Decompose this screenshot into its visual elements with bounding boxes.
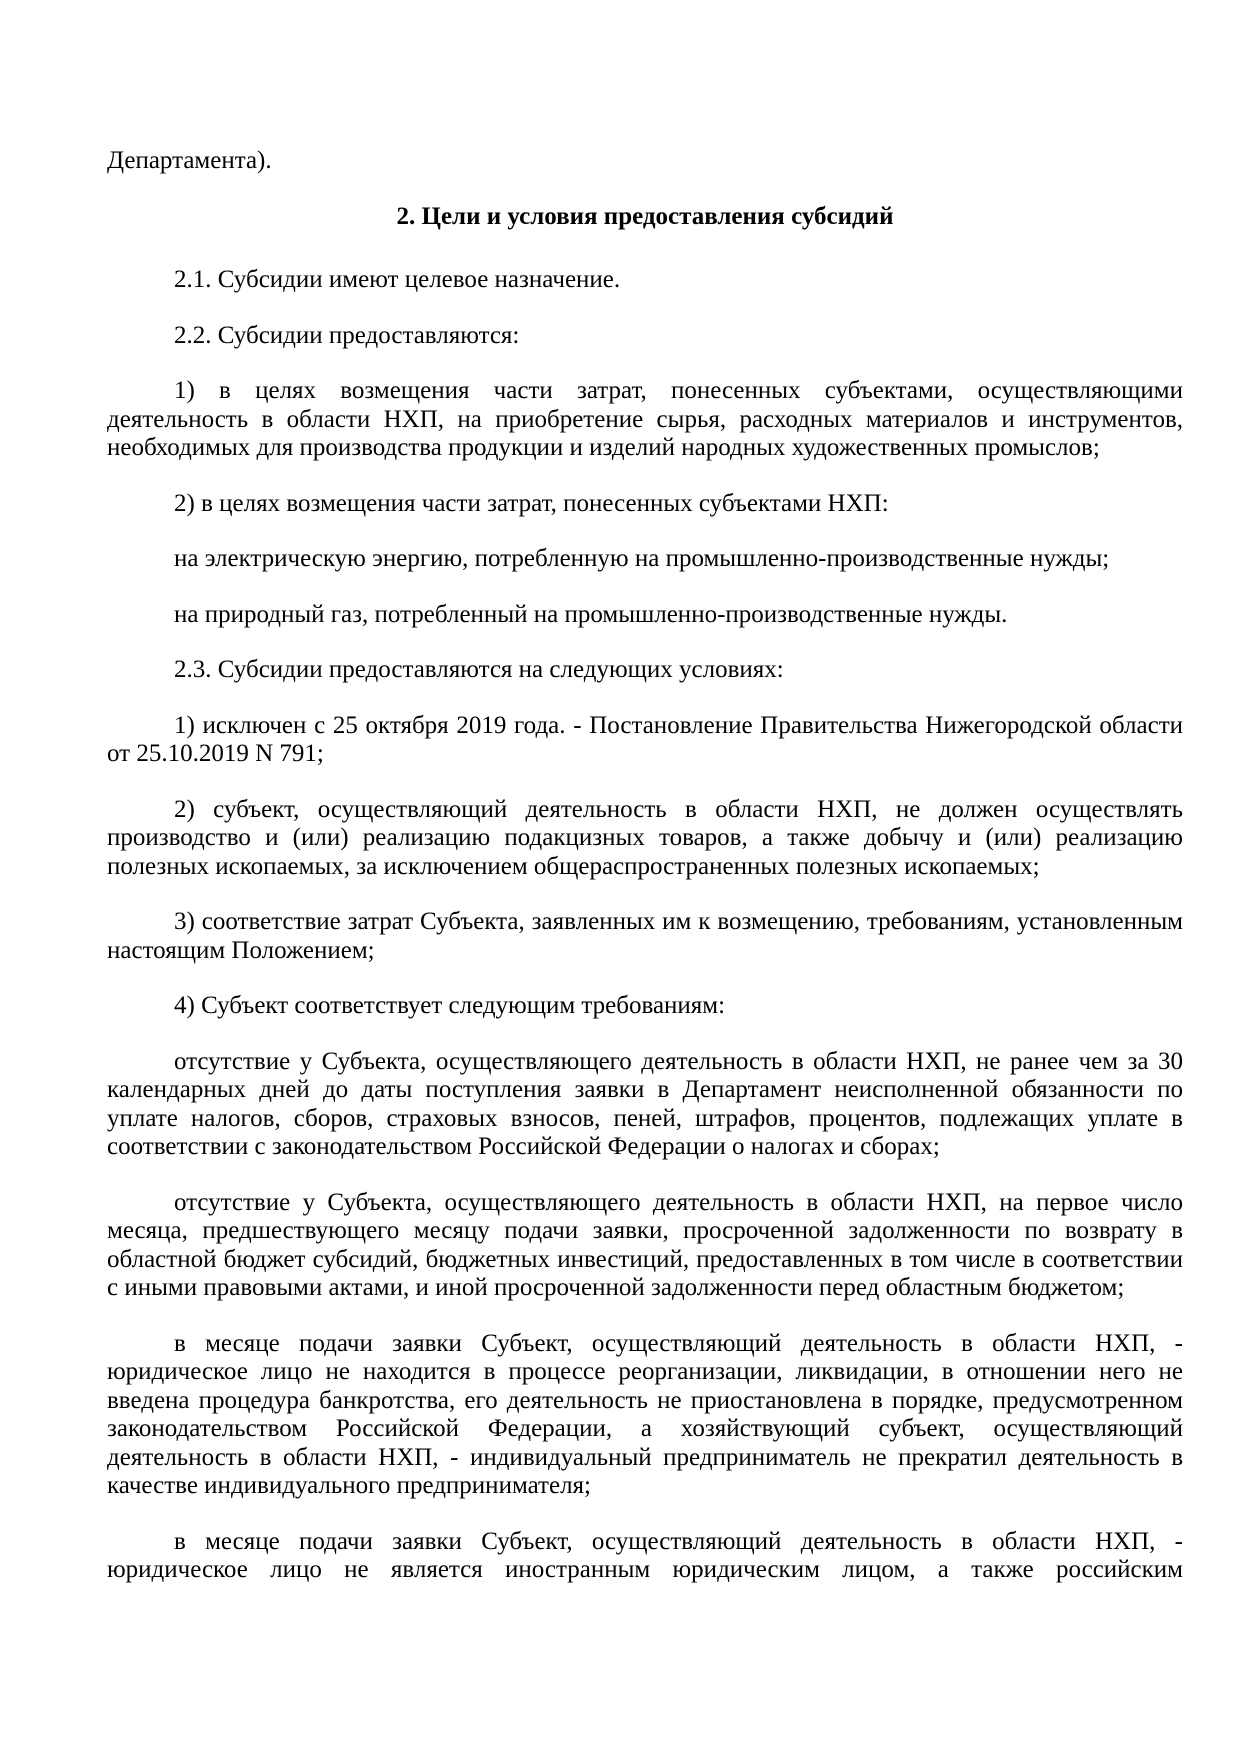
- continuation-text: Департамента).: [107, 147, 272, 174]
- paragraph: 2.1. Субсидии имеют целевое назначение.: [174, 266, 621, 293]
- paragraph: 2.3. Субсидии предоставляются на следующих условиях:: [174, 656, 784, 683]
- paragraph: 3) соответствие затрат Субъекта, заявленных им к возмещению, требованиям, установленным настоящим Положением;: [107, 908, 1183, 964]
- paragraph: 2) субъект, осуществляющий деятельность в области НХП, не должен осуществлять производство и (или) реализацию подакцизных товаров, а также добычу и (или) реализацию полезных ископаемых, за исключением общераспространенных полезных ископаемых;: [107, 795, 1183, 880]
- paragraph: 1) в целях возмещения части затрат, понесенных субъектами, осуществляющими деятельность в области НХП, на приобретение сырья, расходных материалов и инструментов, необходимых для производства продукции и изделий народных художественных промыслов;: [107, 377, 1183, 461]
- paragraph: на электрическую энергию, потребленную на промышленно-производственные нужды;: [174, 545, 1110, 572]
- paragraph: 2.2. Субсидии предоставляются:: [174, 321, 520, 349]
- section-heading: 2. Цели и условия предоставления субсидий: [396, 202, 894, 230]
- paragraph: в месяце подачи заявки Субъект, осуществляющий деятельность в области НХП, - юридическое лицо не является иностранным юридическим лицом, а также российским: [107, 1527, 1183, 1583]
- paragraph: в месяце подачи заявки Субъект, осуществляющий деятельность в области НХП, - юридическое лицо не находится в процессе реорганизации, ликвидации, в отношении него не введена процедура банкротства, его деятельность не приостановлена в порядке, предусмотренном законодательством Российской Федерации, а хозяйствующий субъект, осуществляющий деятельность в области НХП, - индивидуальный предприниматель не прекратил деятельность в качестве индивидуального предпринимателя;: [107, 1329, 1183, 1499]
- paragraph: на природный газ, потребленный на промышленно-производственные нужды.: [174, 600, 1008, 628]
- paragraph: 2) в целях возмещения части затрат, понесенных субъектами НХП:: [174, 489, 889, 517]
- paragraph-list: [107, 266, 1183, 1585]
- paragraph: 1) исключен с 25 октября 2019 года. - Постановление Правительства Нижегородской области от 25.10.2019 N 791;: [107, 711, 1183, 767]
- paragraph: отсутствие у Субъекта, осуществляющего деятельность в области НХП, не ранее чем за 30 календарных дней до даты поступления заявки в Департамент неисполненной обязанности по уплате налогов, сборов, страховых взносов, пеней, штрафов, процентов, подлежащих уплате в соответствии с законодательством Российской Федерации о налогах и сборах;: [107, 1047, 1183, 1160]
- paragraph: 4) Субъект соответствует следующим требованиям:: [174, 992, 726, 1019]
- paragraph: отсутствие у Субъекта, осуществляющего деятельность в области НХП, на первое число месяца, предшествующего месяцу подачи заявки, просроченной задолженности по возврату в областной бюджет субсидий, бюджетных инвестиций, предоставленных в том числе в соответствии с иными правовыми актами, и иной просроченной задолженности перед областным бюджетом;: [107, 1188, 1183, 1301]
